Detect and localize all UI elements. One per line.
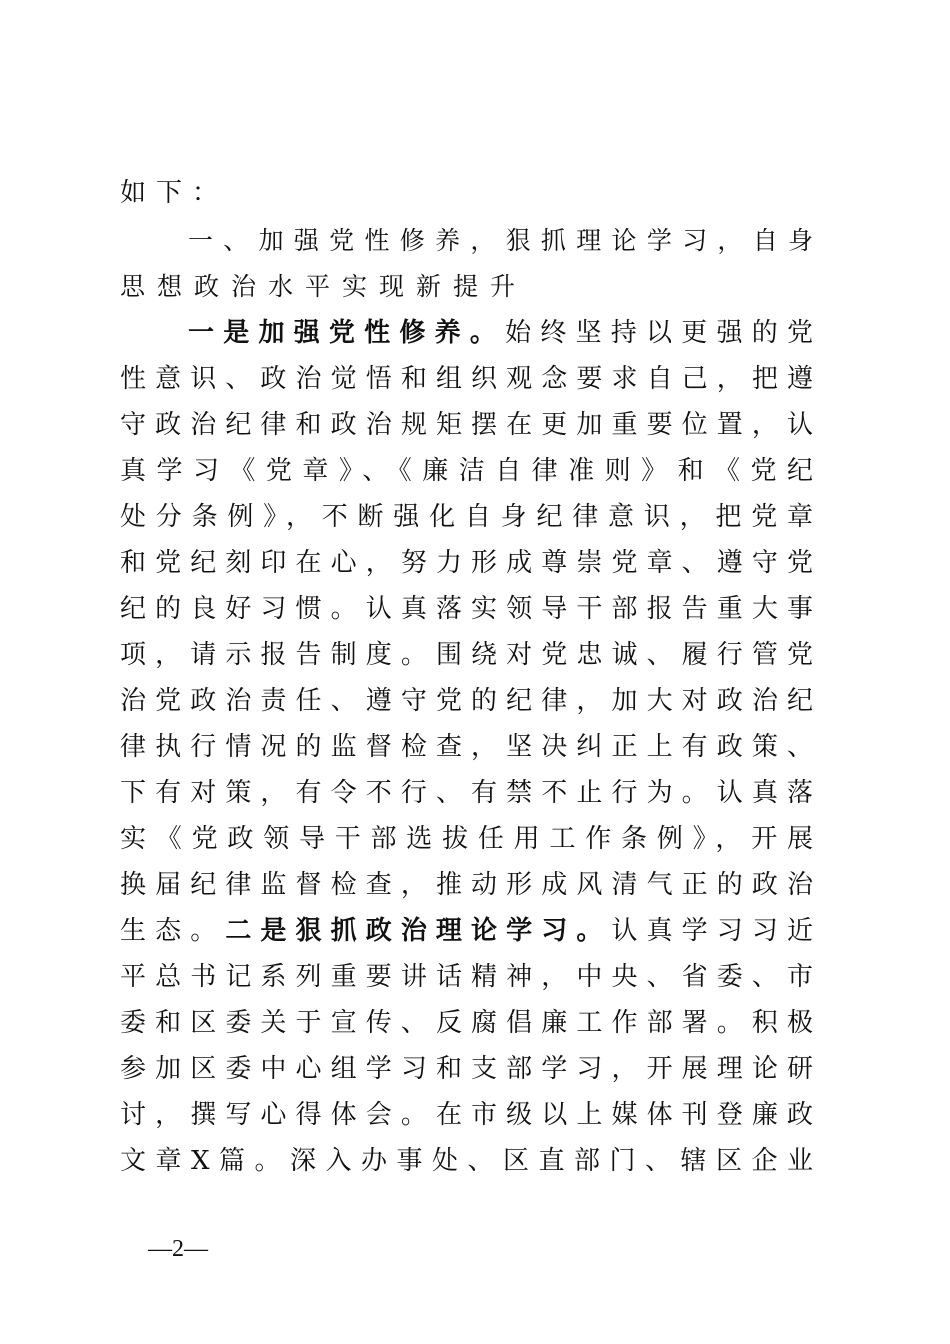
section-heading-line-2: 思想政治水平实现新提升 <box>120 272 528 301</box>
body-line <box>120 908 813 954</box>
body-line: 项，请示报告制度。围绕对党忠诚、履行管党 <box>120 640 813 670</box>
bold-lead-1: 一是加强党性修养。 <box>188 318 506 348</box>
section-heading-line-1: 一、加强党性修养，狠抓理论学习，自身 <box>188 226 813 255</box>
body-line: 治党政治责任、遵守党的纪律，加大对政治纪 <box>120 686 813 716</box>
body-line: 换届纪律监督检查，推动形成风清气正的政治 <box>120 870 813 900</box>
body-line-text: 认真学习习近 <box>611 916 813 946</box>
body-line: 委和区委关于宣传、反腐倡廉工作部署。积极 <box>120 1008 813 1038</box>
body-line: 性意识、政治觉悟和组织观念要求自己，把遵 <box>120 364 813 394</box>
body-line: 实《党政领导干部选拔任用工作条例》，开展 <box>120 824 813 854</box>
body-line: 下有对策，有令不行、有禁不止行为。认真落 <box>120 778 813 808</box>
body-line: 讨，撰写心得体会。在市级以上媒体刊登廉政 <box>120 1100 813 1130</box>
body-line: 律执行情况的监督检查，坚决纠正上有政策、 <box>120 732 813 762</box>
body-line: 守政治纪律和政治规矩摆在更加重要位置，认 <box>120 410 813 440</box>
body-line: 文章X篇。深入办事处、区直部门、辖区企业 <box>120 1146 813 1176</box>
body-line: 纪的良好习惯。认真落实领导干部报告重大事 <box>120 594 813 624</box>
intro-line: 如下： <box>120 178 229 208</box>
body-line <box>188 310 813 356</box>
body-line-text: 生态。 <box>120 916 226 946</box>
body-line-text: 始终坚持以更强的党 <box>505 318 813 348</box>
body-line: 参加区委中心组学习和支部学习，开展理论研 <box>120 1054 813 1084</box>
body-line: 真学习《党章》、《廉洁自律准则》和《党纪 <box>120 456 813 486</box>
body-line: 和党纪刻印在心，努力形成尊崇党章、遵守党 <box>120 548 813 578</box>
bold-lead-2: 二是狠抓政治理论学习。 <box>225 916 612 946</box>
body-line: 平总书记系列重要讲话精神，中央、省委、市 <box>120 962 813 992</box>
body-line: 处分条例》，不断强化自身纪律意识，把党章 <box>120 502 813 532</box>
page-number: —2— <box>148 1236 208 1262</box>
